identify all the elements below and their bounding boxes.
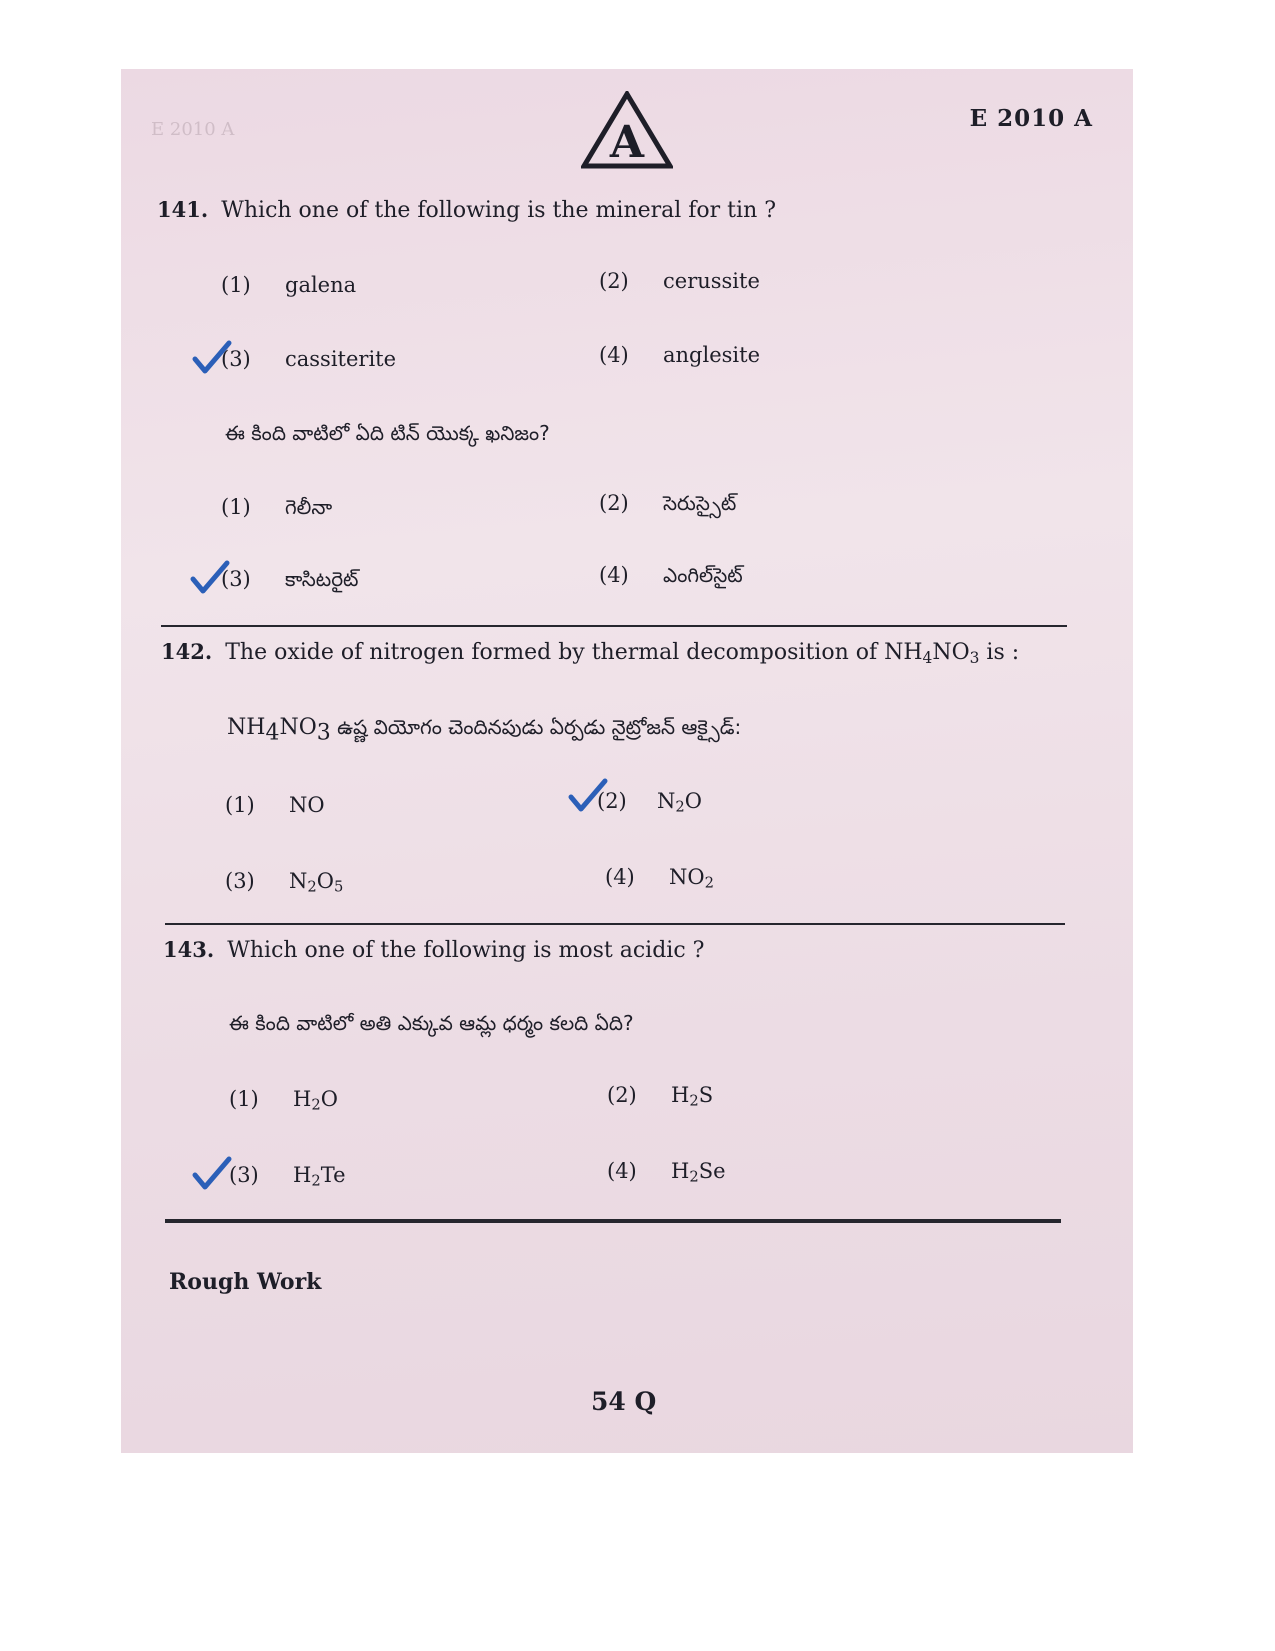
option-number: (1): [221, 273, 251, 297]
question-number: 143.: [163, 937, 215, 962]
option-2: [607, 1083, 713, 1110]
option-number: (4): [605, 865, 635, 889]
question-143: [163, 937, 704, 963]
option-2: [597, 789, 702, 816]
divider: [161, 625, 1067, 627]
option-text: galena: [285, 273, 357, 297]
divider: [165, 923, 1065, 925]
option-4: [599, 343, 760, 367]
option-number: (4): [599, 343, 629, 367]
option-1: [221, 273, 356, 297]
question-141: [157, 197, 776, 223]
option-text: సెరుస్సైట్: [663, 491, 737, 515]
option-3: [229, 1163, 346, 1190]
telugu-question: ఈ కింది వాటిలో అతి ఎక్కువ ఆమ్ల ధర్మం కలది ఏది?: [229, 1011, 634, 1035]
te-option-3: [221, 567, 359, 596]
divider: [165, 1219, 1061, 1223]
paper-code: E 2010 A: [969, 105, 1093, 132]
option-text: ఎంగిల్‌సైట్: [663, 563, 743, 587]
bleed-through-text: E 2010 A: [151, 119, 235, 140]
option-2: [599, 269, 760, 293]
option-number: (1): [221, 495, 251, 519]
option-text: cerussite: [663, 269, 760, 293]
option-3: [221, 347, 396, 371]
rough-work-label: Rough Work: [169, 1269, 322, 1295]
option-text: NO: [289, 793, 325, 817]
option-4: [605, 865, 714, 892]
option-4: [607, 1159, 726, 1186]
option-text: $NO_2$: [669, 865, 714, 892]
option-number: (3): [225, 869, 255, 893]
option-text: $N_2O_5$: [289, 869, 344, 896]
question-142: [161, 639, 1019, 667]
svg-text:A: A: [609, 117, 645, 168]
option-number: (2): [607, 1083, 637, 1107]
option-text: $H_2O$: [293, 1087, 338, 1114]
option-number: (3): [221, 567, 251, 591]
te-option-4: [599, 563, 743, 592]
option-text: గెలీనా: [285, 495, 333, 519]
option-number: (1): [225, 793, 255, 817]
te-option-2: [599, 491, 736, 520]
option-number: (2): [599, 269, 629, 293]
option-number: (3): [221, 347, 251, 371]
option-text: $H_2S$: [671, 1083, 714, 1110]
option-text: cassiterite: [285, 347, 397, 371]
page-footer: 54 Q: [591, 1387, 657, 1416]
option-number: (4): [607, 1159, 637, 1183]
question-number: 142.: [161, 639, 213, 664]
option-3: [225, 869, 343, 896]
option-1: [229, 1087, 338, 1114]
option-1: [225, 793, 325, 817]
question-text: The oxide of nitrogen formed by thermal decomposition of $NH_4NO_3$ is :: [225, 640, 1020, 667]
question-number: 141.: [157, 197, 209, 222]
telugu-question: $NH_4NO_3$ ఉష్ణ వియోగం చెందినపుడు ఏర్పడు నైట్రోజన్ ఆక్సైడ్:: [227, 715, 742, 746]
option-number: (3): [229, 1163, 259, 1187]
option-text: కాసిటరైట్: [285, 567, 359, 591]
question-text: Which one of the following is the mineral for tin ?: [221, 198, 777, 223]
set-a-logo: [581, 91, 673, 169]
exam-page: [121, 69, 1133, 1453]
telugu-question: ఈ కింది వాటిలో ఏది టిన్ యొక్క ఖనిజం?: [225, 421, 550, 445]
te-option-1: [221, 495, 332, 524]
option-number: (2): [597, 789, 627, 813]
option-text: $N_2O$: [657, 789, 702, 816]
option-number: (1): [229, 1087, 259, 1111]
option-text: $H_2Se$: [671, 1159, 726, 1186]
option-number: (2): [599, 491, 629, 515]
option-number: (4): [599, 563, 629, 587]
option-text: anglesite: [663, 343, 760, 367]
checkmark-icon: [191, 1153, 233, 1195]
question-text: Which one of the following is most acidic ?: [227, 938, 705, 963]
option-text: $H_2Te$: [293, 1163, 346, 1190]
